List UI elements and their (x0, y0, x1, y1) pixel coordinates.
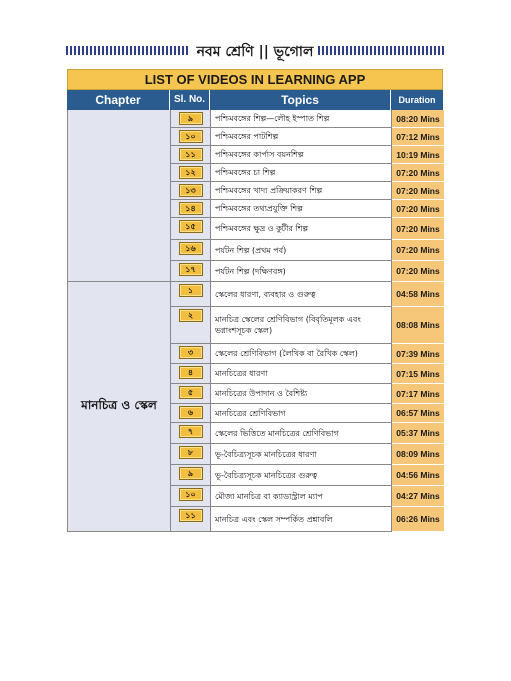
duration-cell: 07:15 Mins (392, 364, 444, 384)
sl-no-cell (171, 423, 211, 444)
topic-cell[interactable]: পশ্চিমবঙ্গের তথ্যপ্রযুক্তি শিল্প (211, 200, 392, 218)
column-header-topics: Topics (210, 90, 391, 110)
sl-no-badge: ১৫ (179, 220, 203, 233)
duration-cell: 05:37 Mins (392, 423, 444, 444)
column-header-duration: Duration (391, 90, 443, 110)
sl-no-cell (171, 404, 211, 423)
table-row[interactable] (171, 404, 444, 423)
topic-cell[interactable]: পর্যটন শিল্প (দক্ষিণবঙ্গ) (211, 261, 392, 282)
sl-no-cell (171, 307, 211, 344)
topic-cell[interactable]: স্কেলের শ্রেণিবিভাগ (লৈখিক বা রৈখিক স্কেল) (211, 344, 392, 364)
duration-cell: 07:20 Mins (392, 218, 444, 240)
table-row[interactable] (171, 240, 444, 261)
table-row[interactable] (171, 282, 444, 307)
duration-cell: 07:12 Mins (392, 128, 444, 146)
table-row[interactable] (171, 200, 444, 218)
sl-no-cell (171, 384, 211, 404)
sl-no-cell (171, 282, 211, 307)
table-row[interactable] (171, 261, 444, 282)
sl-no-badge: ৫ (179, 386, 203, 399)
chapter-group (68, 110, 443, 282)
table-row[interactable] (171, 164, 444, 182)
table-body (67, 110, 443, 532)
sl-no-cell (171, 146, 211, 164)
sl-no-badge: ১ (179, 284, 203, 297)
sl-no-badge: ১১ (179, 509, 203, 522)
chapter-group (68, 282, 443, 532)
duration-cell: 07:20 Mins (392, 261, 444, 282)
sl-no-badge: ১১ (179, 148, 203, 161)
topic-cell[interactable]: পশ্চিমবঙ্গের শিল্প—লৌহ ইস্পাত শিল্প (211, 110, 392, 128)
topic-cell[interactable]: পশ্চিমবঙ্গের খাদ্য প্রক্রিয়াকরণ শিল্প (211, 182, 392, 200)
duration-cell: 07:20 Mins (392, 164, 444, 182)
duration-cell: 07:20 Mins (392, 240, 444, 261)
sl-no-badge: ৯ (179, 112, 203, 125)
duration-cell: 07:20 Mins (392, 200, 444, 218)
sl-no-cell (171, 465, 211, 486)
sl-no-badge: ১৪ (179, 202, 203, 215)
duration-cell: 04:27 Mins (392, 486, 444, 507)
topic-cell[interactable]: স্কেলের ভিত্তিতে মানচিত্রের শ্রেণিবিভাগ (211, 423, 392, 444)
sl-no-badge: ৩ (179, 346, 203, 359)
sl-no-cell (171, 200, 211, 218)
sl-no-badge: ৭ (179, 425, 203, 438)
table-row[interactable] (171, 507, 444, 532)
sl-no-cell (171, 110, 211, 128)
chapter-cell: মানচিত্র ও স্কেল (68, 282, 171, 532)
table-row[interactable] (171, 423, 444, 444)
topic-cell[interactable]: মানচিত্র এবং স্কেল সম্পর্কিত প্রশ্নাবলি (211, 507, 392, 532)
table-row[interactable] (171, 218, 444, 240)
duration-cell: 07:17 Mins (392, 384, 444, 404)
topic-cell[interactable]: ভূ-বৈচিত্র্যসূচক মানচিত্রের ধারণা (211, 444, 392, 465)
sl-no-cell (171, 486, 211, 507)
table-row[interactable] (171, 486, 444, 507)
table-row[interactable] (171, 344, 444, 364)
sl-no-cell (171, 364, 211, 384)
sl-no-cell (171, 164, 211, 182)
duration-cell: 08:20 Mins (392, 110, 444, 128)
topic-cell[interactable]: মানচিত্র স্কেলের শ্রেণিবিভাগ (বিবৃতিমূলক এবং ভগ্নাংশসূচক স্কেল) (211, 307, 392, 344)
table-row[interactable] (171, 128, 444, 146)
chapter-cell (68, 110, 171, 282)
topic-cell[interactable]: ভূ-বৈচিত্র্যসূচক মানচিত্রের গুরুত্ব (211, 465, 392, 486)
duration-cell: 04:58 Mins (392, 282, 444, 307)
sl-no-cell (171, 128, 211, 146)
duration-cell: 10:19 Mins (392, 146, 444, 164)
sl-no-cell (171, 218, 211, 240)
column-header-chapter: Chapter (67, 90, 170, 110)
sl-no-cell (171, 240, 211, 261)
decorative-stripe-left (66, 46, 190, 55)
duration-cell: 08:08 Mins (392, 307, 444, 344)
topic-cell[interactable]: মানচিত্রের ধারণা (211, 364, 392, 384)
sl-no-badge: ১০ (179, 130, 203, 143)
topic-cell[interactable]: মানচিত্রের শ্রেণিবিভাগ (211, 404, 392, 423)
table-row[interactable] (171, 444, 444, 465)
video-list-table (67, 69, 443, 532)
sl-no-cell (171, 182, 211, 200)
page-title: নবম শ্রেণি || ভূগোল (196, 44, 314, 60)
table-row[interactable] (171, 364, 444, 384)
topic-cell[interactable]: মানচিত্রের উপাদান ও বৈশিষ্ট্য (211, 384, 392, 404)
decorative-stripe-right (318, 46, 444, 55)
topic-cell[interactable]: পশ্চিমবঙ্গের চা শিল্প (211, 164, 392, 182)
duration-cell: 07:39 Mins (392, 344, 444, 364)
table-row[interactable] (171, 146, 444, 164)
column-header-sl-no: Sl. No. (170, 90, 210, 110)
duration-cell: 08:09 Mins (392, 444, 444, 465)
sl-no-cell (171, 444, 211, 465)
table-row[interactable] (171, 110, 444, 128)
table-header-row (67, 90, 443, 110)
duration-cell: 06:57 Mins (392, 404, 444, 423)
sl-no-badge: ৬ (179, 406, 203, 419)
sl-no-badge: ১০ (179, 488, 203, 501)
sl-no-badge: ১২ (179, 166, 203, 179)
page-header (0, 40, 511, 62)
sl-no-badge: ৪ (179, 366, 203, 379)
sl-no-badge: ১৭ (179, 263, 203, 276)
table-title: LIST OF VIDEOS IN LEARNING APP (67, 69, 443, 90)
sl-no-cell (171, 507, 211, 532)
table-row[interactable] (171, 307, 444, 344)
duration-cell: 04:56 Mins (392, 465, 444, 486)
topic-cell[interactable]: মৌজা মানচিত্র বা ক্যাডাস্ট্রাল ম্যাপ (211, 486, 392, 507)
table-row[interactable] (171, 182, 444, 200)
table-row[interactable] (171, 384, 444, 404)
sl-no-cell (171, 344, 211, 364)
sl-no-badge: ১৬ (179, 242, 203, 255)
topic-cell[interactable]: পর্যটন শিল্প (প্রথম পর্ব) (211, 240, 392, 261)
sl-no-cell (171, 261, 211, 282)
sl-no-badge: ৮ (179, 446, 203, 459)
sl-no-badge: ১৩ (179, 184, 203, 197)
sl-no-badge: ৯ (179, 467, 203, 480)
topic-cell[interactable]: পশ্চিমবঙ্গের ক্ষুদ্র ও কুটীর শিল্প (211, 218, 392, 240)
topic-cell[interactable]: পশ্চিমবঙ্গের পাটশিল্প (211, 128, 392, 146)
duration-cell: 06:26 Mins (392, 507, 444, 532)
sl-no-badge: ২ (179, 309, 203, 322)
topic-cell[interactable]: পশ্চিমবঙ্গের কার্পাস বয়নশিল্প (211, 146, 392, 164)
topic-cell[interactable]: স্কেলের ধারণা, ব্যবহার ও গুরুত্ব (211, 282, 392, 307)
table-row[interactable] (171, 465, 444, 486)
duration-cell: 07:20 Mins (392, 182, 444, 200)
